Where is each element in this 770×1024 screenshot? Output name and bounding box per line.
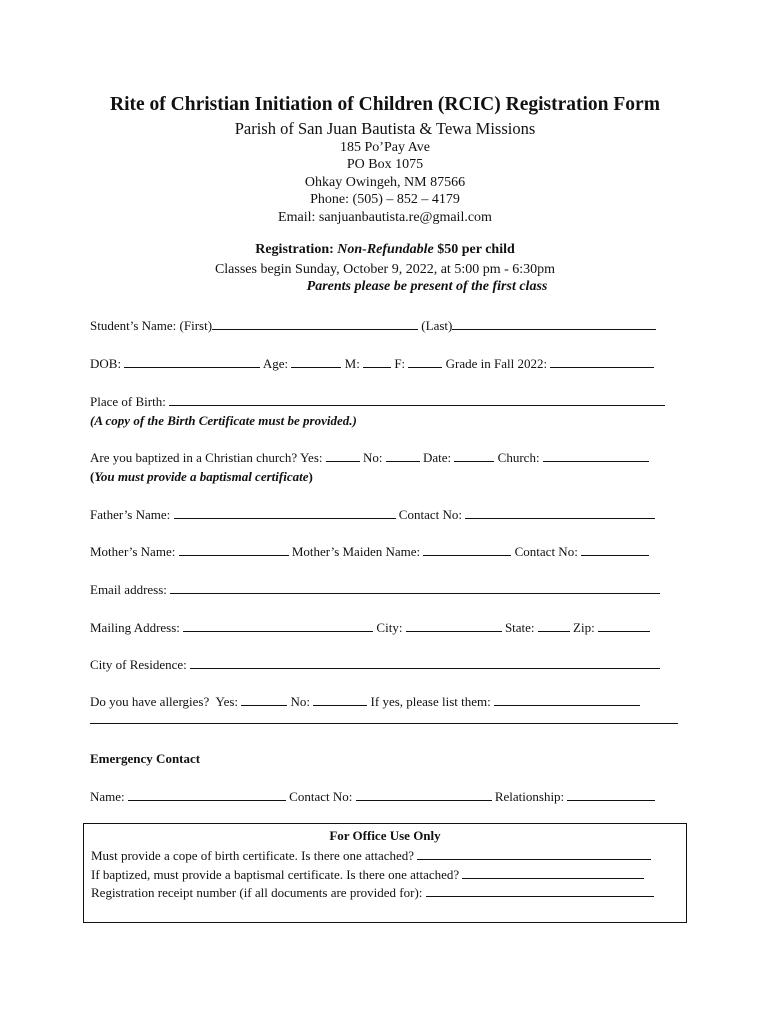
maiden-name-field[interactable]: [423, 544, 511, 556]
note-close-paren: ): [308, 469, 313, 484]
student-last-label: (Last): [421, 318, 453, 333]
mailing-address-label: Mailing Address:: [90, 620, 180, 635]
mailing-row: [90, 620, 650, 636]
church-field[interactable]: [543, 450, 649, 462]
birth-place-label: Place of Birth:: [90, 394, 166, 409]
email-field[interactable]: [170, 582, 660, 594]
residence-row: [90, 657, 660, 673]
baptized-no-field[interactable]: [386, 450, 420, 462]
non-refundable: Non-Refundable: [337, 242, 434, 257]
phone-number: Phone: (505) – 852 – 4179: [310, 192, 460, 207]
age-field[interactable]: [291, 356, 341, 368]
male-field[interactable]: [363, 356, 391, 368]
baptism-row: [90, 450, 649, 466]
office-use-title: For Office Use Only: [329, 828, 441, 843]
mother-contact-field[interactable]: [581, 544, 649, 556]
allergies-list-label: If yes, please list them:: [370, 694, 491, 709]
allergies-no-label: No:: [290, 694, 311, 709]
father-contact-field[interactable]: [465, 507, 655, 519]
student-last-field[interactable]: [452, 318, 656, 330]
grade-label: Grade in Fall 2022:: [445, 356, 548, 371]
student-first-field[interactable]: [212, 318, 418, 330]
parish-name: Parish of San Juan Bautista & Tewa Missions: [234, 119, 536, 138]
student-first-label: Student’s Name: (First): [90, 318, 213, 333]
office-birth-cert-field[interactable]: [417, 848, 651, 860]
baptized-yes-field[interactable]: [326, 450, 360, 462]
registration-fee: [0, 242, 770, 258]
email-address: Email: sanjuanbautista.re@gmail.com: [278, 210, 492, 225]
baptism-date-field[interactable]: [454, 450, 494, 462]
mother-name-field[interactable]: [179, 544, 289, 556]
mother-contact-label: Contact No:: [514, 544, 578, 559]
fee-amount: $50 per child: [437, 242, 515, 257]
allergies-label: Do you have allergies?: [90, 694, 210, 709]
birth-place-row: [90, 394, 665, 410]
city-field[interactable]: [406, 620, 502, 632]
relationship-field[interactable]: [567, 789, 655, 801]
emergency-name-field[interactable]: [128, 789, 286, 801]
grade-field[interactable]: [550, 356, 654, 368]
baptism-note-text: You must provide a baptismal certificate: [94, 469, 309, 484]
allergies-yes-label: Yes:: [215, 694, 239, 709]
allergies-yes-field[interactable]: [241, 694, 287, 706]
office-baptism-field[interactable]: [462, 867, 644, 879]
office-receipt-label: Registration receipt number (if all documents are provided for):: [91, 885, 423, 900]
emergency-heading: Emergency Contact: [90, 751, 201, 766]
note-open-paren: (: [90, 469, 95, 484]
allergies-continued: [90, 712, 678, 728]
emergency-contact-field[interactable]: [356, 789, 492, 801]
residence-field[interactable]: [190, 657, 660, 669]
po-box: PO Box 1075: [346, 157, 424, 172]
father-name-label: Father’s Name:: [90, 507, 171, 522]
mother-row: [90, 544, 649, 560]
female-field[interactable]: [408, 356, 442, 368]
office-birth-cert-row: [91, 848, 651, 864]
male-label: M:: [344, 356, 360, 371]
mailing-address-field[interactable]: [183, 620, 373, 632]
city-label: City:: [376, 620, 403, 635]
age-label: Age:: [262, 356, 289, 371]
emergency-name-label: Name:: [90, 789, 125, 804]
birth-cert-note: (A copy of the Birth Certificate must be provided.): [90, 413, 357, 428]
allergies-extra-field[interactable]: [90, 712, 678, 724]
residence-label: City of Residence:: [90, 657, 187, 672]
baptized-label: Are you baptized in a Christian church? Yes:: [90, 450, 323, 465]
email-row: [90, 582, 660, 598]
zip-field[interactable]: [598, 620, 650, 632]
relationship-label: Relationship:: [494, 789, 565, 804]
church-label: Church:: [497, 450, 540, 465]
office-baptism-row: [91, 867, 644, 883]
allergies-no-field[interactable]: [313, 694, 367, 706]
allergies-list-field[interactable]: [494, 694, 640, 706]
state-field[interactable]: [538, 620, 570, 632]
father-row: [90, 507, 655, 523]
emergency-row: [90, 789, 655, 805]
email-label: Email address:: [90, 582, 167, 597]
dob-field[interactable]: [124, 356, 260, 368]
mother-name-label: Mother’s Name:: [90, 544, 176, 559]
father-contact-label: Contact No:: [398, 507, 462, 522]
city-state-zip: Ohkay Owingeh, NM 87566: [304, 175, 466, 190]
baptism-date-label: Date:: [423, 450, 452, 465]
form-title: Rite of Christian Initiation of Children (RCIC) Registration Form: [110, 94, 660, 115]
dob-row: [90, 356, 654, 372]
office-use-box: [83, 823, 687, 923]
birth-place-field[interactable]: [169, 394, 665, 406]
office-receipt-field[interactable]: [426, 885, 654, 897]
baptized-no-label: No:: [363, 450, 383, 465]
maiden-name-label: Mother’s Maiden Name:: [291, 544, 421, 559]
state-label: State:: [504, 620, 535, 635]
parents-note: Parents please be present of the first class: [306, 279, 548, 294]
female-label: F:: [394, 356, 406, 371]
student-name-row: [90, 318, 656, 334]
office-baptism-label: If baptized, must provide a baptismal certificate. Is there one attached?: [91, 867, 460, 882]
zip-label: Zip:: [573, 620, 595, 635]
emergency-contact-label: Contact No:: [289, 789, 353, 804]
office-receipt-row: [91, 885, 654, 901]
office-birth-cert-label: Must provide a cope of birth certificate. Is there one attached?: [91, 848, 415, 863]
baptism-cert-note: [90, 469, 313, 485]
registration-label: Registration:: [255, 242, 334, 257]
class-schedule: Classes begin Sunday, October 9, 2022, at 5:00 pm - 6:30pm: [214, 262, 556, 277]
father-name-field[interactable]: [174, 507, 396, 519]
dob-label: DOB:: [90, 356, 122, 371]
allergies-row: [90, 694, 640, 710]
street-address: 185 Po’Pay Ave: [340, 140, 430, 155]
